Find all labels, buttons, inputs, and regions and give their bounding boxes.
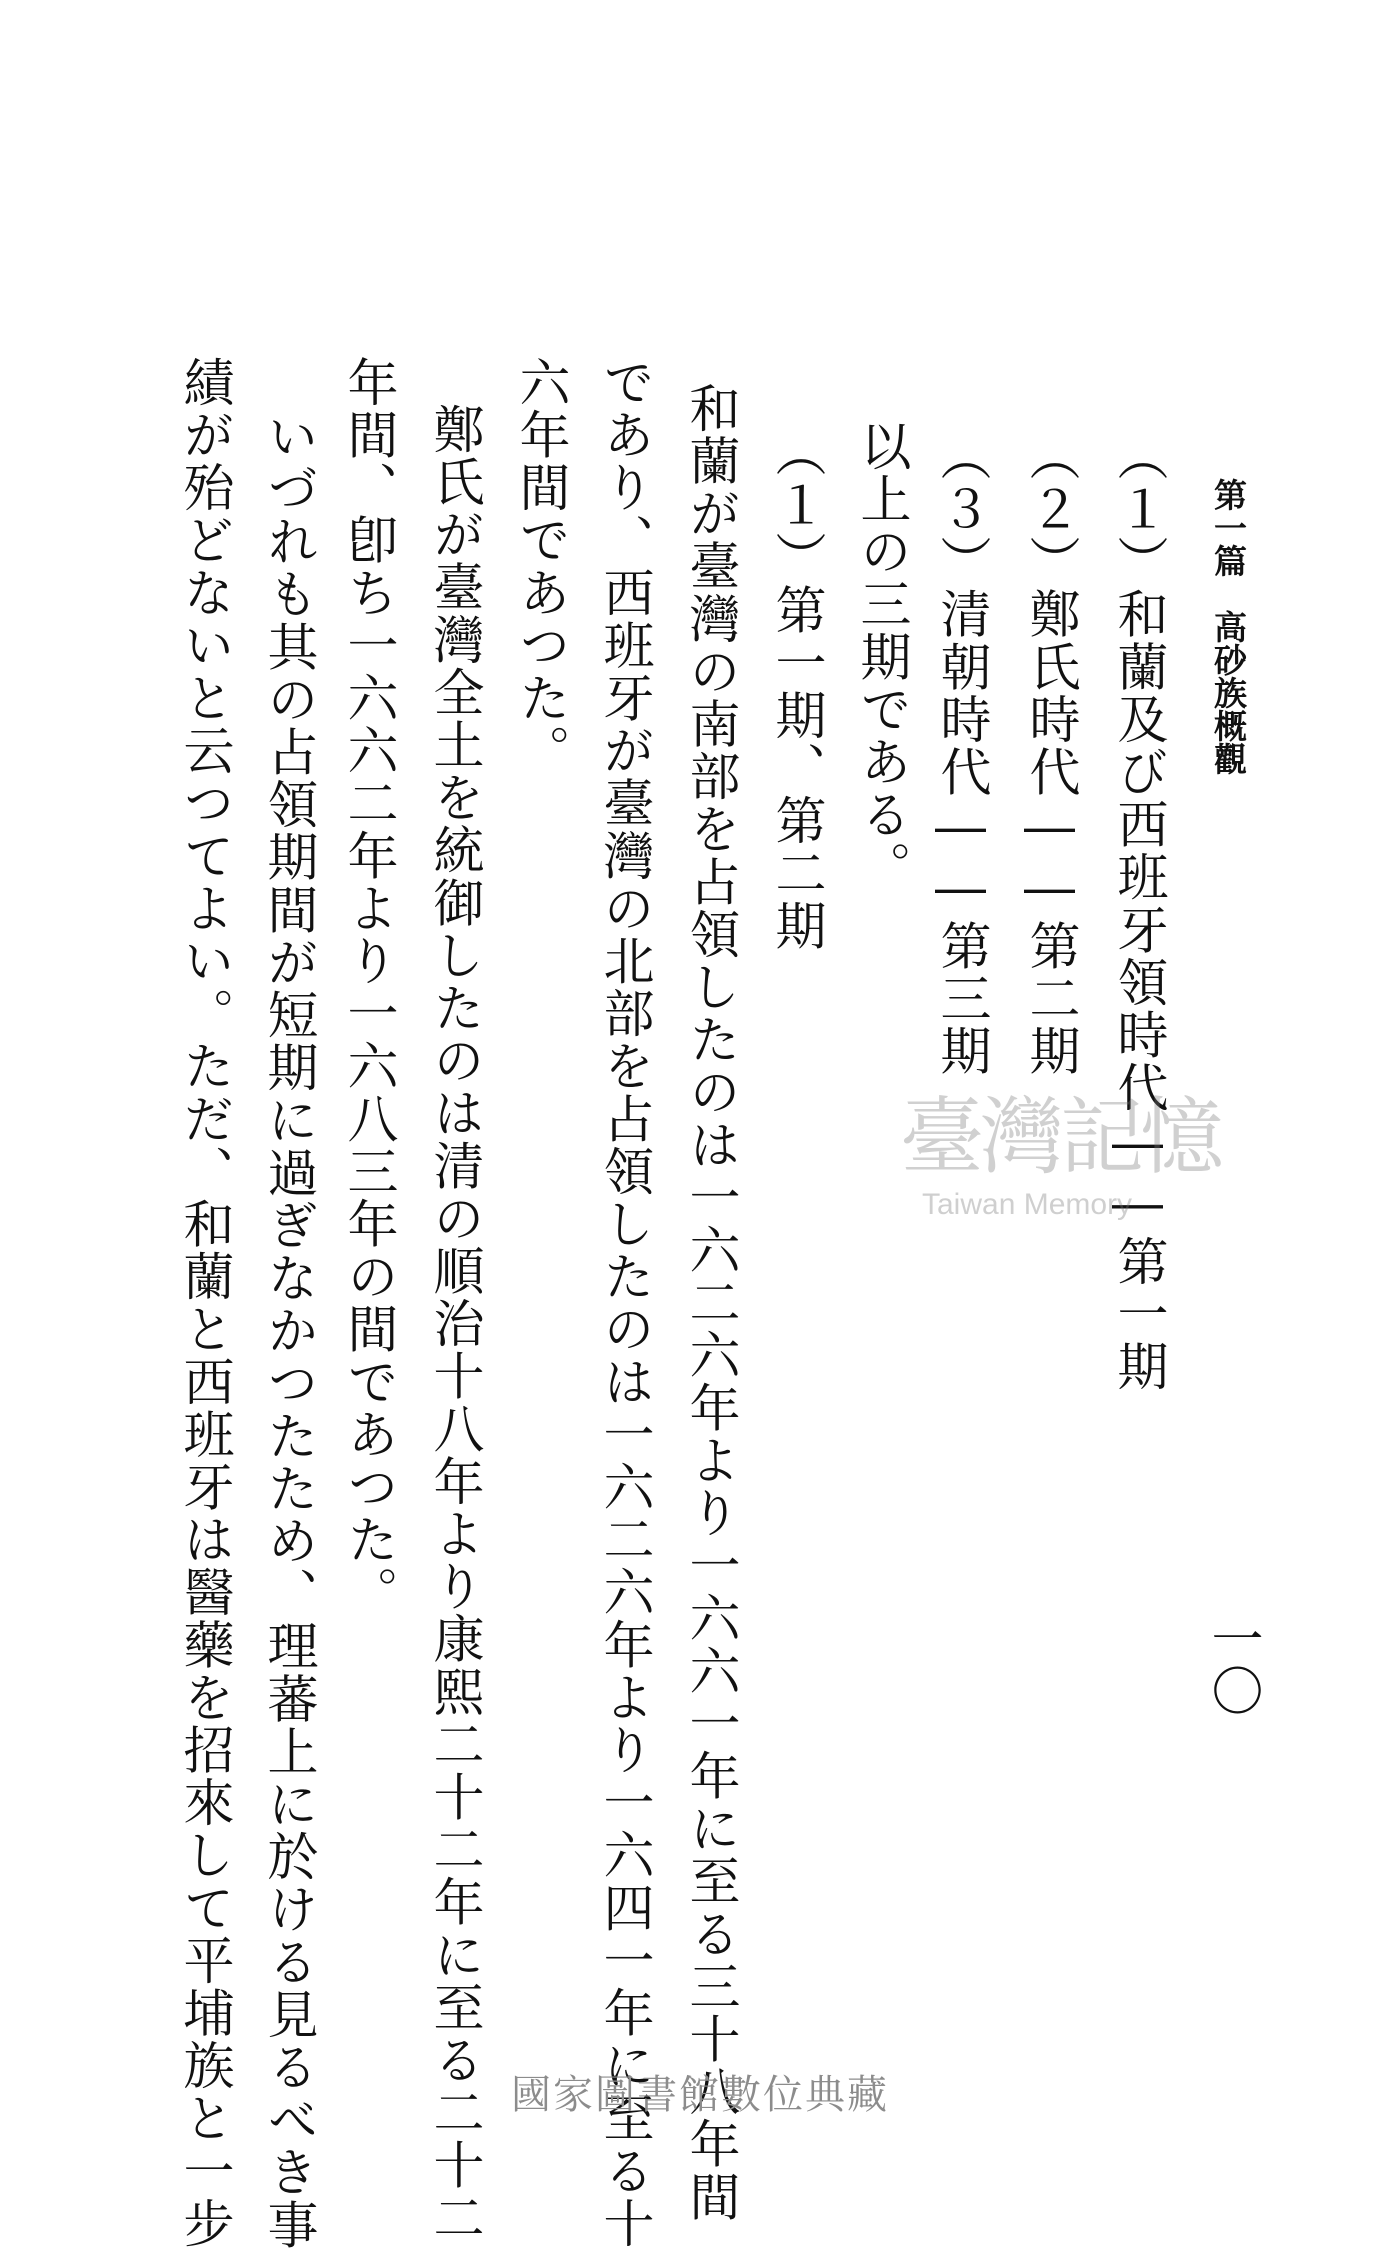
text-column-3: （３）清朝時代――第三期 <box>931 430 990 1078</box>
watermark-title: 臺灣記憶 <box>900 1088 1221 1186</box>
text-column-5: （１）第一期、第二期 <box>766 426 825 952</box>
text-column-12: 績が殆どないと云つてよい。ただ、和蘭と西班牙は醫藥を招來して平埔族と一步 <box>174 356 233 2250</box>
text-column-9: 鄭氏が臺灣全土を統御したのは清の順治十八年より康熙二十二年に至る二十二 <box>424 403 483 2244</box>
text-column-7: であり、西班牙が臺灣の北部を占領したのは一六二六年より一六四一年に至る十 <box>594 356 653 2250</box>
page-number: 一〇 <box>1202 1612 1262 1716</box>
running-header: 第一篇 高砂族概觀 <box>1209 478 1248 775</box>
watermark-subtitle: Taiwan Memory <box>922 1188 1133 1221</box>
text-column-10: 年間、卽ち一六六二年より一六八三年の間であつた。 <box>338 356 397 1619</box>
text-column-2: （２）鄭氏時代――第二期 <box>1020 430 1079 1078</box>
text-column-6: 和蘭が臺灣の南部を占領したのは一六二六年より一六六一年に至る三十八年間 <box>680 382 739 2223</box>
text-column-8: 六年間であつた。 <box>510 356 569 777</box>
text-column-11: いづれも其の占領期間が短期に過ぎなかつたため、理蕃上に於ける見るべき事 <box>258 410 317 2251</box>
taiwan-memory-watermark <box>900 1070 1221 1230</box>
text-column-4: 以上の三期である。 <box>851 420 910 894</box>
library-footer: 國家圖書館數位典藏 <box>511 2072 889 2118</box>
text-column-1: （１）和蘭及び西班牙領時代――第一期 <box>1108 430 1167 1393</box>
